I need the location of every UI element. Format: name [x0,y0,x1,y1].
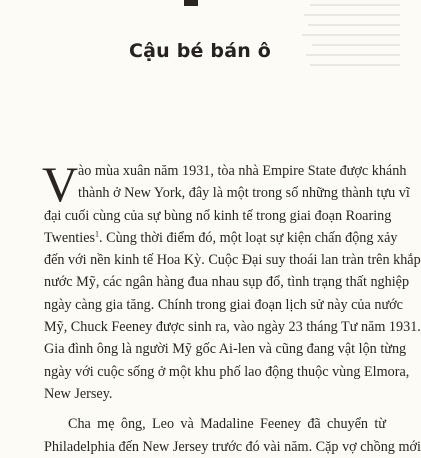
text-line-part: Twenties [44,229,96,246]
footnote-marker: 1 [95,229,100,239]
chapter-title: Cậu bé bán ô [128,40,272,62]
text-line: ngày càng gia tăng. Chính trong giai đoạn lịch sử này của nước [44,296,403,313]
text-line: nước Mỹ, các ngân hàng đua nhau sụp đổ, tình trạng thất nghiệp [44,274,410,291]
text-line: Mỹ, Chuck Feeney được sinh ra, vào ngày 23 tháng Tư năm 1931. [44,319,421,336]
paragraph-2 [44,413,421,458]
text-line: Gia đình ông là người Mỹ gốc Ai-len và cũng đang vật lộn từng [44,341,407,358]
paragraph-1 [42,156,421,405]
text-line: Philadelphia đến New Jersey trước đó vài năm. Cặp vợ chồng mới [44,438,421,455]
text-line: ngày với cuộc sống ở một khu phố lao động thuộc vùng Elmora, [44,363,410,380]
text-line: ào mùa xuân năm 1931, tòa nhà Empire State được khánh [78,163,407,179]
drop-cap: V [42,156,79,212]
body-text [42,156,421,458]
text-line-part: . Cùng thời điểm đó, một loạt sự kiện chấn động xảy [99,229,398,246]
text-line [44,227,398,249]
chapter-number-fragment [184,0,198,6]
text-line: đại cuối cùng của sự bùng nổ kinh tế trong giai đoạn Roaring [44,207,392,224]
text-line: đến với nền kinh tế Hoa Kỳ. Cuộc Đại suy thoái lan tràn trên khắp [44,252,421,269]
text-line: thành ở New York, đây là một trong số những thành tựu vĩ [78,185,410,202]
text-line: New Jersey. [44,385,113,402]
text-line: Cha mẹ ông, Leo và Madaline Feeney đã chuyển từ [68,416,386,433]
